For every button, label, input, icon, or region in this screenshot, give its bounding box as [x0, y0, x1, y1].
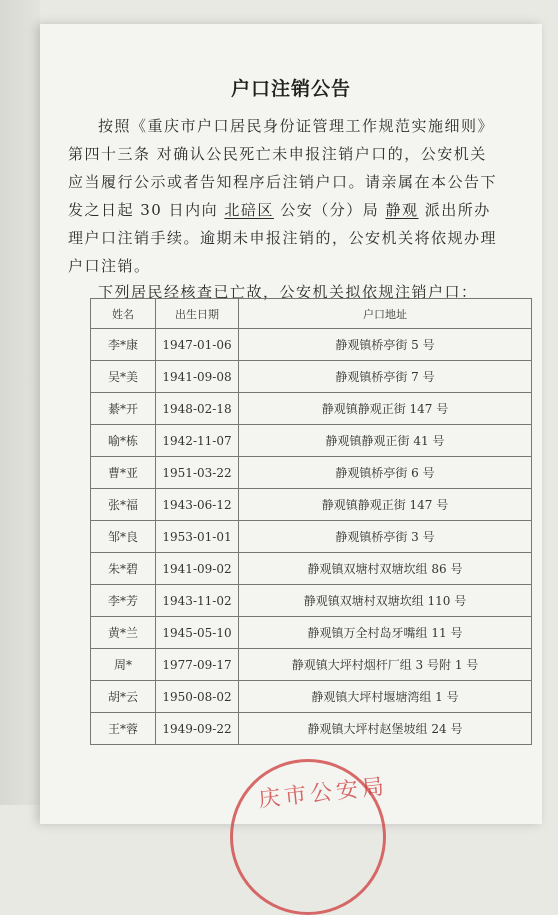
cell-address: 静观镇桥亭街 6 号	[239, 457, 532, 489]
table-row	[91, 713, 532, 745]
para2: 下列居民经核查已亡故，公安机关拟依规注销户口：	[98, 283, 478, 301]
line4-suffix: 派出所办	[424, 201, 491, 219]
notice-title: 户口注销公告	[230, 78, 351, 100]
cell-address: 静观镇桥亭街 5 号	[239, 329, 532, 361]
table-row	[91, 553, 532, 585]
cell-name: 张*福	[91, 489, 156, 521]
cell-name: 曹*亚	[91, 457, 156, 489]
line4-prefix: 发之日起 30 日内向	[68, 201, 219, 219]
cell-birthdate: 1948-02-18	[156, 393, 239, 425]
notice-paper	[40, 24, 542, 824]
para1-line1: 按照《重庆市户口居民身份证管理工作规范实施细则》	[98, 117, 495, 135]
para1-line6: 户口注销。	[68, 257, 151, 275]
cell-birthdate: 1947-01-06	[156, 329, 239, 361]
cell-birthdate: 1951-03-22	[156, 457, 239, 489]
table-row	[91, 329, 532, 361]
para1-line3: 应当履行公示或者告知程序后注销户口。请亲属在本公告下	[68, 173, 498, 191]
district-name: 北碚区	[224, 201, 274, 219]
table-row	[91, 393, 532, 425]
table-row	[91, 425, 532, 457]
cell-name: 邹*良	[91, 521, 156, 553]
cell-address: 静观镇桥亭街 3 号	[239, 521, 532, 553]
para1-line2: 第四十三条 对确认公民死亡未申报注销户口的，公安机关	[68, 145, 487, 163]
page-shadow-edge	[0, 0, 40, 805]
cell-name: 王*蓉	[91, 713, 156, 745]
cell-address: 静观镇双塘村双塘坎组 110 号	[239, 585, 532, 617]
cell-birthdate: 1945-05-10	[156, 617, 239, 649]
cell-birthdate: 1941-09-02	[156, 553, 239, 585]
cell-address: 静观镇万全村岛牙嘴组 11 号	[239, 617, 532, 649]
table-row	[91, 457, 532, 489]
cell-birthdate: 1950-08-02	[156, 681, 239, 713]
table-row	[91, 521, 532, 553]
cell-address: 静观镇大坪村堰塘湾组 1 号	[239, 681, 532, 713]
table-row	[91, 489, 532, 521]
cell-address: 静观镇静观正街 147 号	[239, 393, 532, 425]
cell-address: 静观镇静观正街 147 号	[239, 489, 532, 521]
deceased-table	[90, 298, 532, 745]
header-birthdate: 出生日期	[156, 299, 239, 329]
table-row	[91, 585, 532, 617]
official-seal-text: 庆市公安局	[257, 774, 390, 813]
cell-address: 静观镇大坪村赵堡坡组 24 号	[239, 713, 532, 745]
station-name: 静观	[385, 201, 419, 219]
cell-name: 吴*美	[91, 361, 156, 393]
para1-line5: 理户口注销手续。逾期未申报注销的，公安机关将依规办理	[68, 229, 498, 247]
table-row	[91, 681, 532, 713]
table-row	[91, 361, 532, 393]
cell-name: 李*芳	[91, 585, 156, 617]
cell-birthdate: 1943-06-12	[156, 489, 239, 521]
cell-name: 李*康	[91, 329, 156, 361]
table-row	[91, 649, 532, 681]
cell-address: 静观镇静观正街 41 号	[239, 425, 532, 457]
table-row	[91, 617, 532, 649]
table-header-row	[91, 299, 532, 329]
cell-birthdate: 1953-01-01	[156, 521, 239, 553]
cell-birthdate: 1977-09-17	[156, 649, 239, 681]
cell-name: 綦*开	[91, 393, 156, 425]
cell-name: 朱*碧	[91, 553, 156, 585]
cell-address: 静观镇大坪村烟杆厂组 3 号附 1 号	[239, 649, 532, 681]
cell-name: 周*	[91, 649, 156, 681]
line4-middle: 公安（分）局	[280, 201, 380, 219]
header-name: 姓名	[91, 299, 156, 329]
cell-name: 黄*兰	[91, 617, 156, 649]
cell-birthdate: 1943-11-02	[156, 585, 239, 617]
cell-birthdate: 1949-09-22	[156, 713, 239, 745]
cell-birthdate: 1941-09-08	[156, 361, 239, 393]
cell-name: 胡*云	[91, 681, 156, 713]
cell-address: 静观镇桥亭街 7 号	[239, 361, 532, 393]
cell-address: 静观镇双塘村双塘坎组 86 号	[239, 553, 532, 585]
cell-name: 喻*栋	[91, 425, 156, 457]
header-address: 户口地址	[239, 299, 532, 329]
para1-line4	[68, 196, 491, 224]
cell-birthdate: 1942-11-07	[156, 425, 239, 457]
